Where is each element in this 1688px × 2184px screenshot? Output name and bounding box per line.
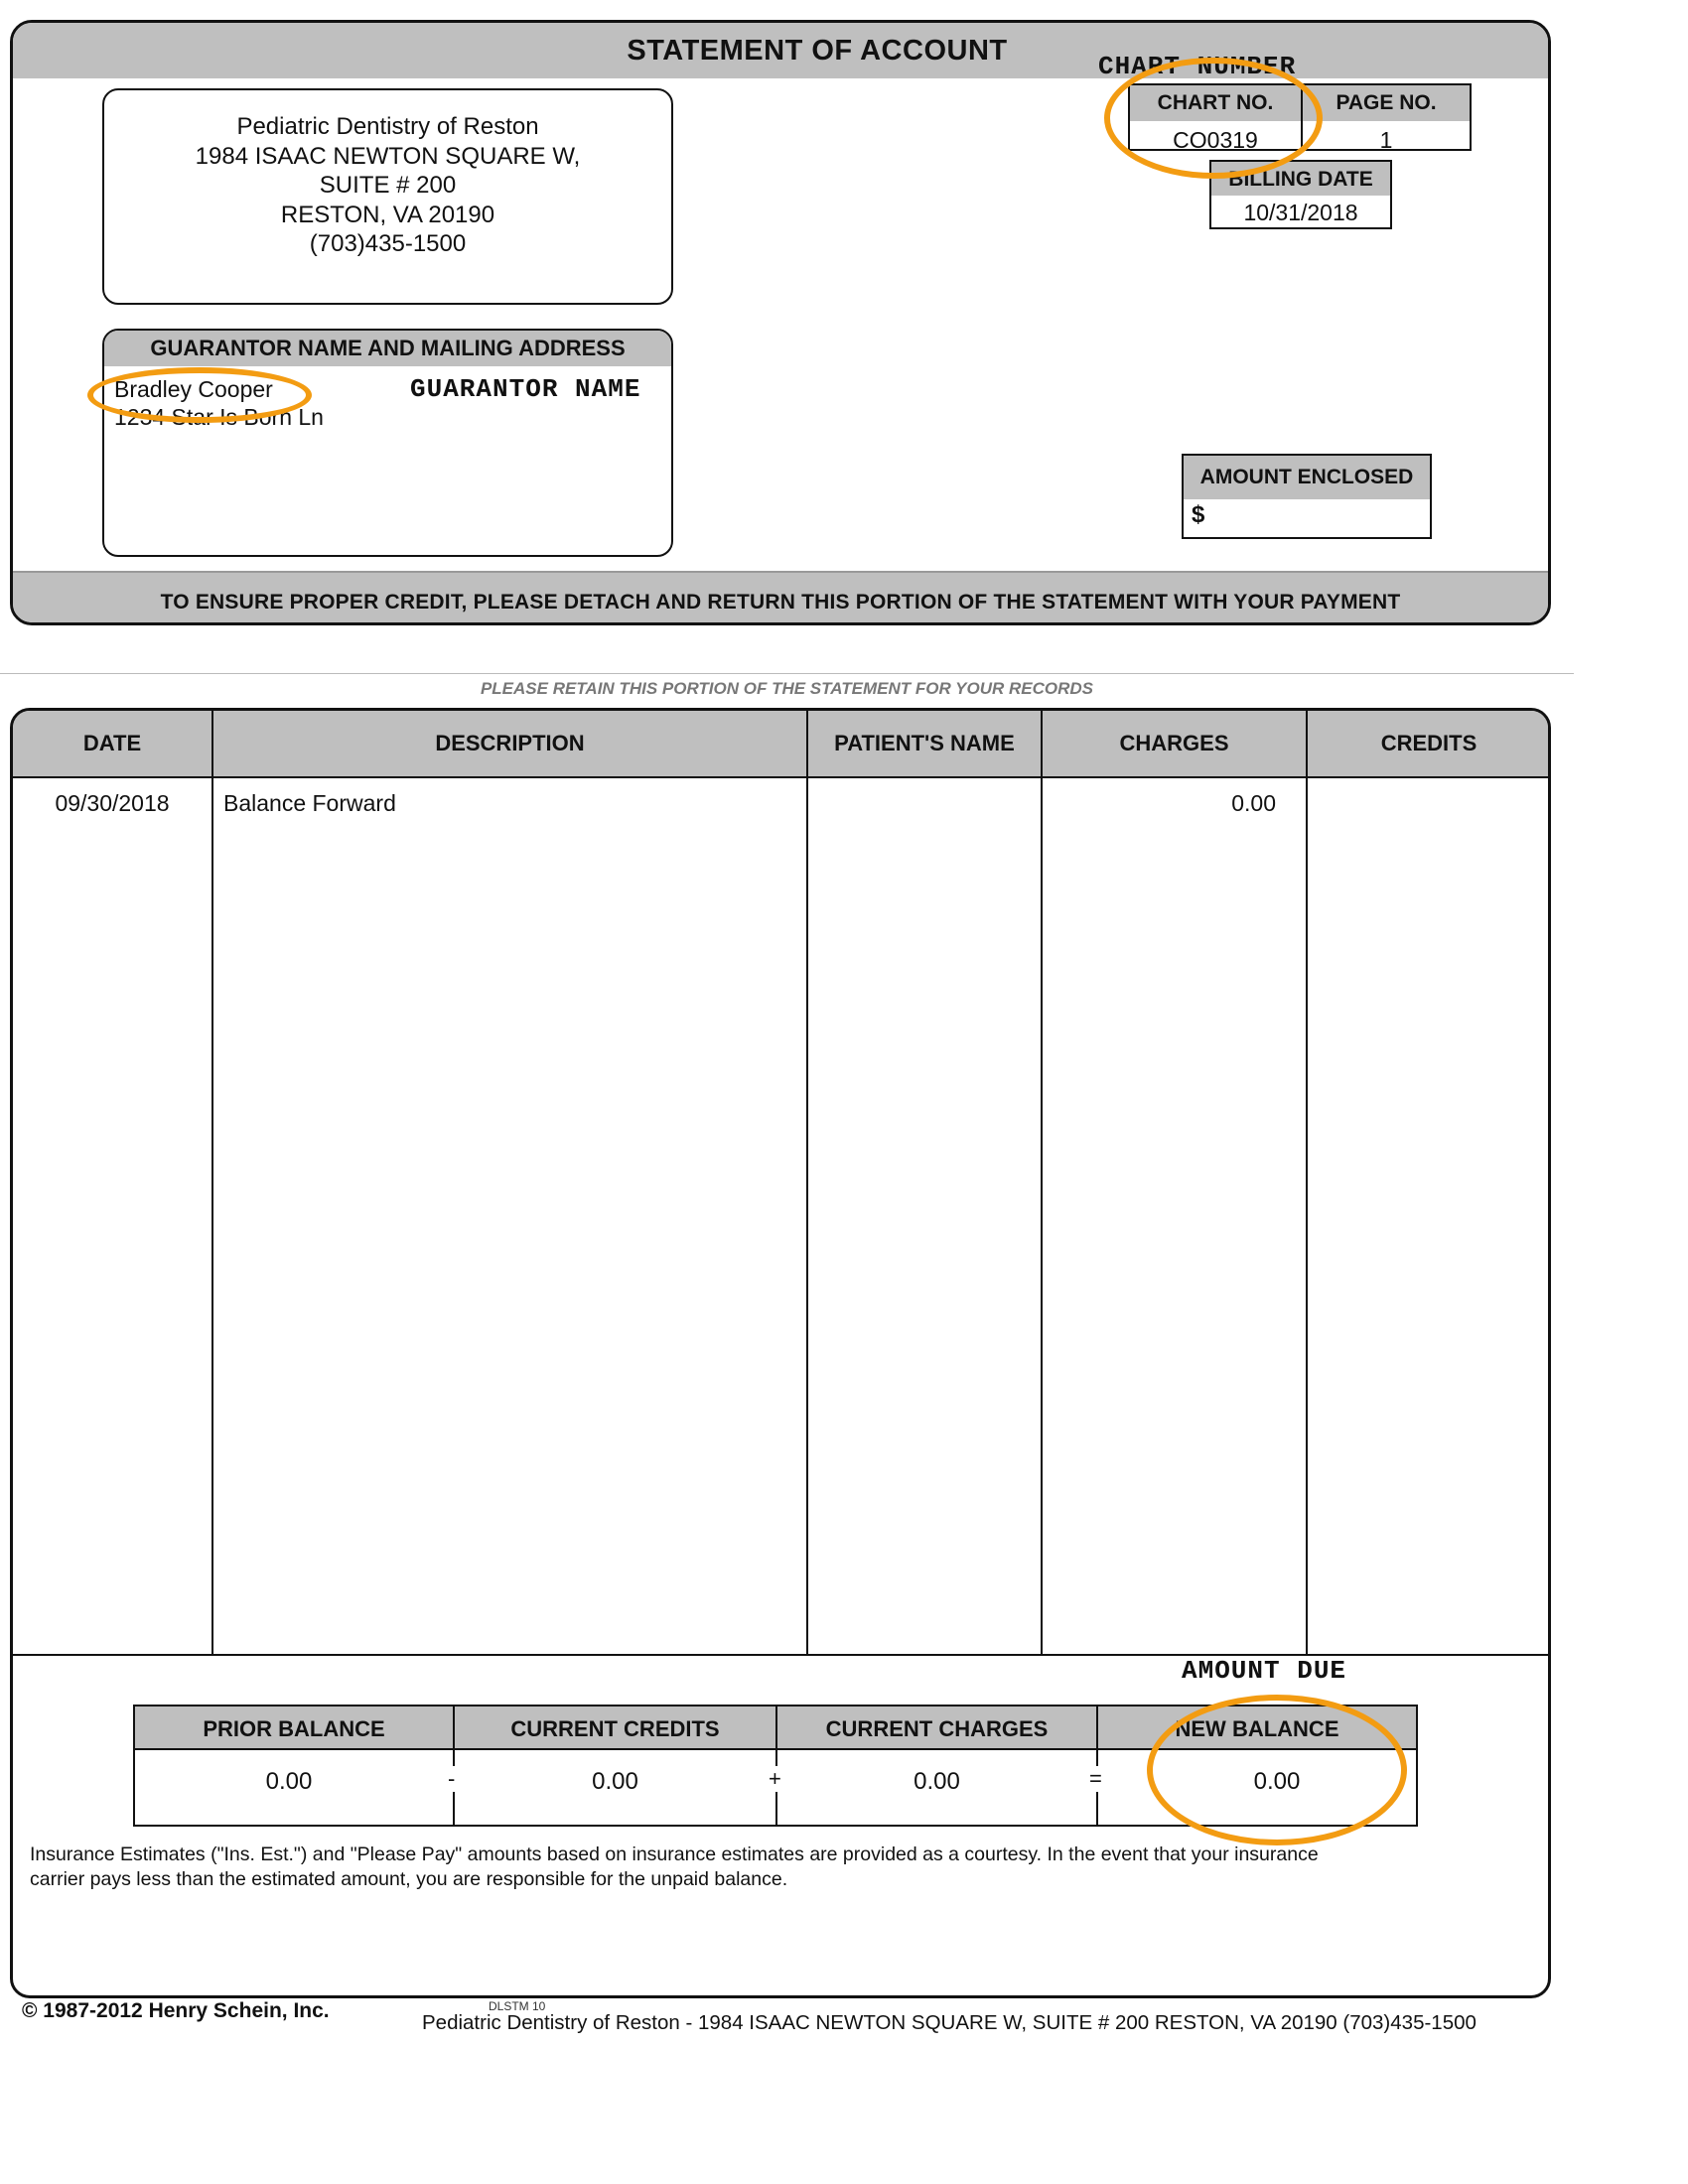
column-divider: [806, 711, 808, 1656]
guarantor-name: Bradley Cooper: [114, 376, 273, 402]
column-header-description: DESCRIPTION: [435, 731, 585, 755]
equals-operator: =: [1089, 1766, 1102, 1791]
detach-notice-band: [13, 571, 1548, 625]
new-balance-highlight: [1147, 1695, 1407, 1845]
new-balance-value: 0.00: [1253, 1768, 1301, 1795]
column-header-patient: PATIENT'S NAME: [834, 731, 1015, 755]
practice-phone: (703)435-1500: [309, 230, 467, 257]
practice-city-state-zip: RESTON, VA 20190: [280, 201, 495, 228]
chart-number-annotation: CHART NUMBER: [1098, 52, 1297, 81]
perforation-line: [0, 673, 1574, 674]
disclaimer-line1: Insurance Estimates ("Ins. Est.") and "Please Pay" amounts based on insurance estimates are provided as a courtesy. In the event that your insurance: [30, 1843, 1319, 1865]
copyright: © 1987-2012 Henry Schein, Inc.: [22, 1999, 330, 2022]
practice-name: Pediatric Dentistry of Reston: [236, 113, 539, 140]
row-description: Balance Forward: [223, 790, 396, 816]
practice-address-line2: SUITE # 200: [319, 172, 457, 199]
prior-balance-value: 0.00: [265, 1768, 313, 1795]
practice-address-box: [102, 88, 673, 305]
current-charges-value: 0.00: [914, 1768, 960, 1795]
detach-notice: TO ENSURE PROPER CREDIT, PLEASE DETACH AND RETURN THIS PORTION OF THE STATEMENT WITH YOUR PAYMENT: [160, 591, 1401, 614]
form-code: DLSTM 10: [489, 1999, 546, 2013]
minus-operator: -: [448, 1766, 456, 1791]
retain-notice: PLEASE RETAIN THIS PORTION OF THE STATEMENT FOR YOUR RECORDS: [480, 679, 1094, 698]
billing-date-label: BILLING DATE: [1228, 168, 1373, 191]
footer-practice-address: Pediatric Dentistry of Reston - 1984 ISAAC NEWTON SQUARE W, SUITE # 200 RESTON, VA 20190 (703)435-1500: [422, 2011, 1477, 2034]
page-no-value: 1: [1379, 127, 1393, 153]
guarantor-address: 1234 Star Is Born Ln: [114, 404, 324, 430]
chart-no-value: CO0319: [1173, 127, 1258, 153]
guarantor-name-annotation: GUARANTOR NAME: [410, 374, 641, 404]
row-date: 09/30/2018: [55, 790, 170, 816]
amount-enclosed-field[interactable]: [1213, 501, 1422, 531]
guarantor-header: GUARANTOR NAME AND MAILING ADDRESS: [104, 331, 671, 366]
current-charges-label: CURRENT CHARGES: [825, 1716, 1049, 1741]
amount-due-annotation: AMOUNT DUE: [1182, 1656, 1347, 1686]
insurance-disclaimer: [30, 1843, 1519, 1892]
amount-enclosed-label: AMOUNT ENCLOSED: [1199, 466, 1414, 488]
chart-no-label: CHART NO.: [1157, 91, 1274, 114]
column-divider: [1306, 711, 1308, 1656]
disclaimer-line2: carrier pays less than the estimated amount, you are responsible for the unpaid balance.: [30, 1868, 788, 1890]
chart-number-highlight: [1104, 58, 1323, 179]
new-balance-label: NEW BALANCE: [1175, 1716, 1339, 1741]
column-header-charges: CHARGES: [1119, 731, 1229, 755]
practice-address-line1: 1984 ISAAC NEWTON SQUARE W,: [195, 142, 581, 170]
row-charges: 0.00: [1231, 790, 1276, 816]
column-divider: [211, 711, 213, 1656]
column-header-credits: CREDITS: [1380, 731, 1477, 755]
column-header-date: DATE: [82, 731, 142, 755]
amount-enclosed-box: [1182, 454, 1432, 539]
billing-date-value: 10/31/2018: [1243, 200, 1358, 225]
page-no-label: PAGE NO.: [1336, 91, 1437, 114]
column-divider: [1041, 711, 1043, 1656]
statement-title: STATEMENT OF ACCOUNT: [627, 35, 1008, 67]
prior-balance-label: PRIOR BALANCE: [203, 1716, 385, 1741]
current-credits-label: CURRENT CREDITS: [510, 1716, 720, 1741]
guarantor-box: [102, 329, 673, 557]
currency-symbol: $: [1192, 501, 1205, 528]
current-credits-value: 0.00: [592, 1768, 638, 1795]
guarantor-name-highlight: [87, 367, 312, 423]
plus-operator: +: [769, 1766, 781, 1791]
